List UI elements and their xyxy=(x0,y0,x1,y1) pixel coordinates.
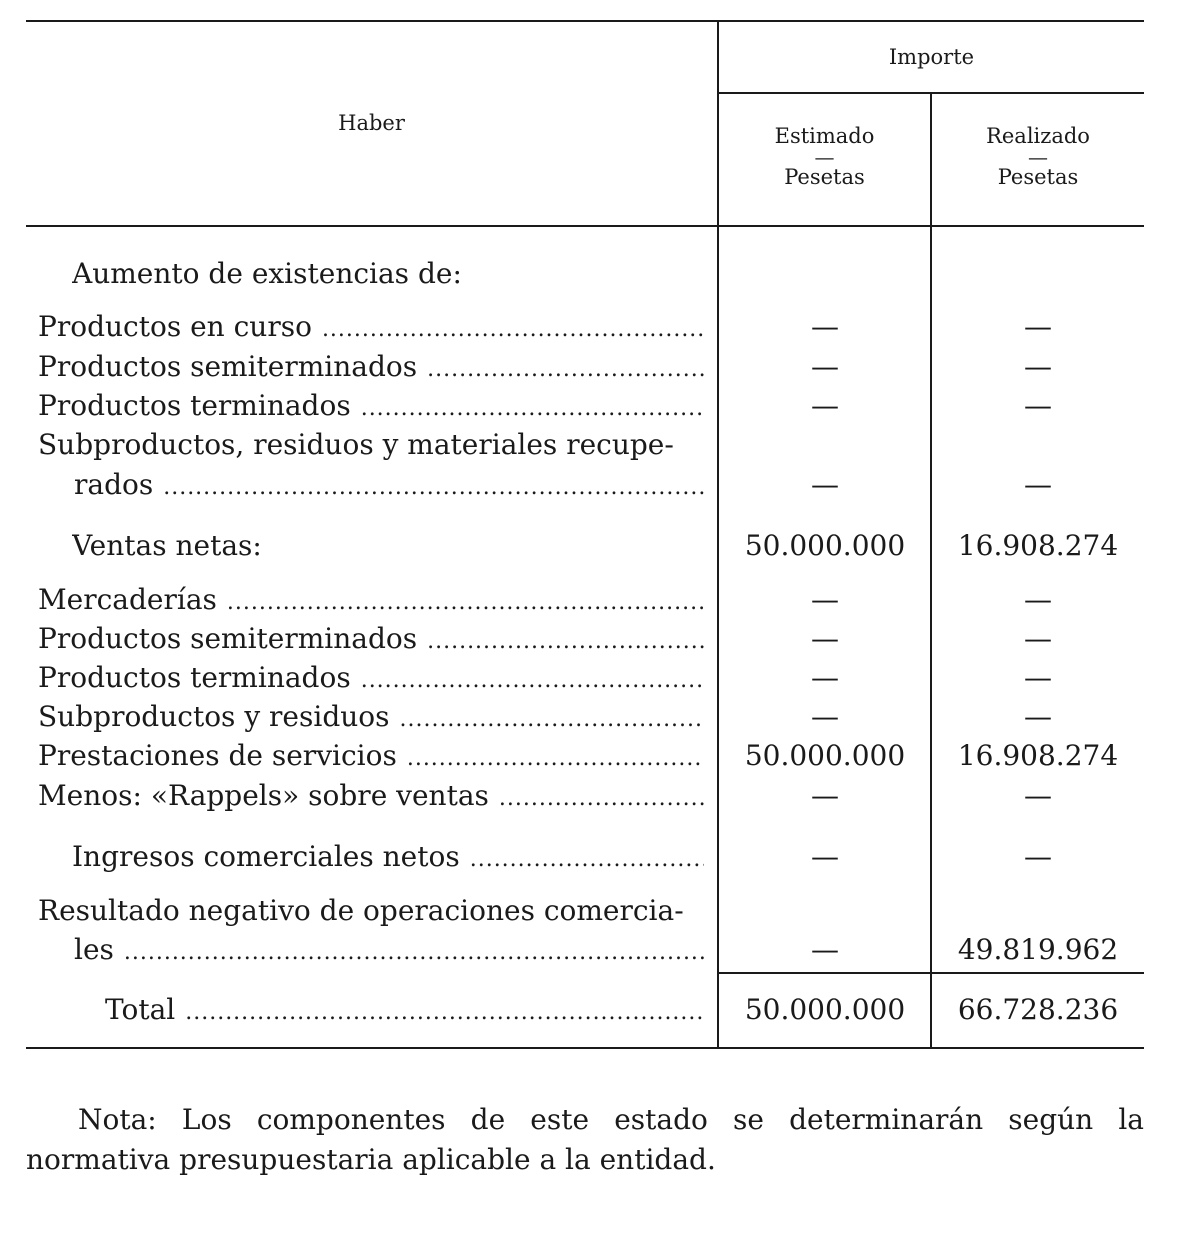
row-realizado: 49.819.962 xyxy=(957,933,1119,966)
row-estimado: — xyxy=(811,840,839,873)
total-row xyxy=(105,993,704,1030)
row-realizado: — xyxy=(1024,779,1052,812)
row-estimado: — xyxy=(811,350,839,383)
header-realizado-dash: — xyxy=(1028,145,1048,169)
row-estimado: 50.000.000 xyxy=(744,529,906,562)
row-section-heading xyxy=(72,529,702,563)
row-label: Ventas netas: xyxy=(72,529,262,562)
dot-leader xyxy=(322,313,704,347)
header-realizado-unit: Pesetas xyxy=(997,165,1079,189)
header-importe: Importe xyxy=(888,45,975,69)
row-label: rados xyxy=(74,468,154,501)
dot-leader xyxy=(407,742,704,776)
dot-leader xyxy=(499,782,704,816)
header-realizado-label: Realizado xyxy=(986,124,1090,148)
row-realizado: — xyxy=(1024,468,1052,501)
row-estimado: — xyxy=(811,583,839,616)
dot-leader xyxy=(427,625,704,659)
dot-leader xyxy=(361,664,704,698)
total-realizado: 66.728.236 xyxy=(957,993,1119,1026)
row-realizado: — xyxy=(1024,310,1052,343)
row-label: Resultado negativo de operaciones comercia- xyxy=(38,894,684,927)
row-label: Productos en curso xyxy=(38,310,312,343)
row-label: Productos terminados xyxy=(38,661,351,694)
dot-leader xyxy=(470,843,704,877)
row-realizado: — xyxy=(1024,389,1052,422)
row-realizado: 16.908.274 xyxy=(957,529,1119,562)
row-realizado: 16.908.274 xyxy=(957,739,1119,772)
table-row xyxy=(74,468,704,505)
header-estimado xyxy=(719,123,930,191)
header-estimado-unit: Pesetas xyxy=(784,165,865,189)
header-haber: Haber xyxy=(338,111,405,135)
dot-leader xyxy=(400,703,704,737)
dot-leader xyxy=(227,586,704,620)
row-estimado: — xyxy=(811,779,839,812)
row-label: Ingresos comerciales netos xyxy=(72,840,460,873)
row-estimado: — xyxy=(811,310,839,343)
row-label: les xyxy=(74,933,114,966)
row-label: Menos: «Rappels» sobre ventas xyxy=(38,779,489,812)
dot-leader xyxy=(427,353,704,387)
row-estimado: — xyxy=(811,622,839,655)
row-label: Mercaderías xyxy=(38,583,217,616)
table-row xyxy=(38,894,710,928)
row-label: Productos semiterminados xyxy=(38,350,418,383)
row-estimado: — xyxy=(811,468,839,501)
table-row xyxy=(38,428,710,462)
column-divider-right xyxy=(930,92,932,1049)
row-label: Aumento de existencias de: xyxy=(72,257,462,290)
header-bottom-rule xyxy=(26,225,1144,227)
dot-leader xyxy=(361,392,704,426)
dot-leader xyxy=(185,996,704,1030)
table-row xyxy=(38,310,704,347)
row-realizado: — xyxy=(1024,840,1052,873)
row-label: Subproductos, residuos y materiales recupe- xyxy=(38,428,674,461)
table-row xyxy=(38,350,704,387)
total-estimado: 50.000.000 xyxy=(744,993,906,1026)
header-estimado-dash: — xyxy=(814,145,835,169)
row-realizado: — xyxy=(1024,583,1052,616)
row-realizado: — xyxy=(1024,700,1052,733)
table-row xyxy=(72,840,704,877)
table-bottom-rule xyxy=(26,1047,1144,1049)
row-realizado: — xyxy=(1024,661,1052,694)
header-estimado-label: Estimado xyxy=(774,124,875,148)
table-row xyxy=(74,933,704,970)
row-realizado: — xyxy=(1024,622,1052,655)
row-section-heading xyxy=(72,257,702,291)
table-row xyxy=(38,700,704,737)
table-row xyxy=(38,661,704,698)
row-label: Productos semiterminados xyxy=(38,622,418,655)
table-row xyxy=(38,583,704,620)
table-row xyxy=(38,779,704,816)
row-realizado: — xyxy=(1024,350,1052,383)
table-row xyxy=(38,389,704,426)
total-label: Total xyxy=(105,993,176,1026)
header-realizado xyxy=(932,123,1144,191)
row-label: Subproductos y residuos xyxy=(38,700,390,733)
row-estimado: — xyxy=(811,933,839,966)
row-label: Productos terminados xyxy=(38,389,351,422)
table-row xyxy=(38,739,704,776)
row-estimado: — xyxy=(811,700,839,733)
row-estimado: — xyxy=(811,661,839,694)
row-estimado: 50.000.000 xyxy=(744,739,906,772)
footnote: Nota: Los componentes de este estado se determinarán según la normativa presupuestaria aplicable a la entidad. xyxy=(26,1103,1144,1176)
row-label: Prestaciones de servicios xyxy=(38,739,397,772)
table-top-rule xyxy=(26,20,1144,22)
dot-leader xyxy=(163,471,704,505)
dot-leader xyxy=(124,936,704,970)
table-row xyxy=(38,622,704,659)
row-estimado: — xyxy=(811,389,839,422)
